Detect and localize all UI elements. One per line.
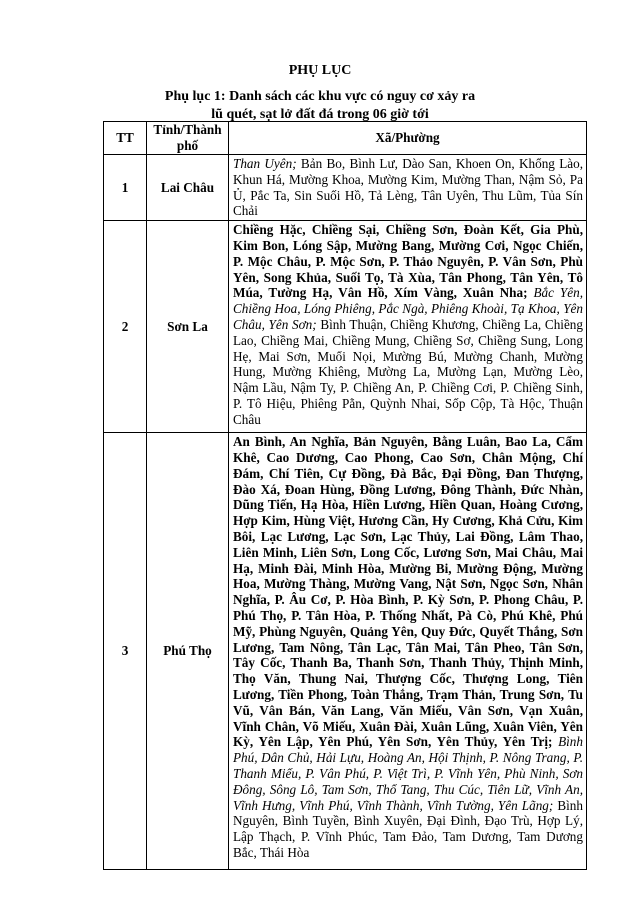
- province-name: Sơn La: [147, 221, 229, 433]
- appendix-subtitle-line2: lũ quét, sạt lở đất đá trong 06 giờ tới: [211, 107, 429, 122]
- row-number: 3: [104, 433, 147, 870]
- risk-area-table: [103, 121, 587, 870]
- header-tt: TT: [104, 122, 147, 155]
- appendix-title: PHỤ LỤC: [288, 63, 352, 78]
- wards-medium-risk: Bình Phú, Dân Chủ, Hải Lựu, Hoàng An, Hội Thịnh, P. Nông Trang, P. Thanh Miếu, P. Vân Phú, P. Việt Trì, P. Vĩnh Yên, Phù Ninh, Sơn Đông, Sông Lô, Tam Sơn, Thổ Tang, Thu Cúc, Tiên Lữ, Vĩnh An, Vĩnh Hưng, Vĩnh Phú, Vĩnh Thành, Vĩnh Tường, Yên Lãng;: [233, 734, 583, 813]
- province-name: Lai Châu: [147, 155, 229, 221]
- province-name: Phú Thọ: [147, 433, 229, 870]
- header-province: Tỉnh/Thành phố: [147, 122, 229, 155]
- appendix-subtitle-line1: Phụ lục 1: Danh sách các khu vực có nguy cơ xảy ra: [164, 89, 476, 104]
- row-number: 2: [104, 221, 147, 433]
- wards-medium-risk: Bắc Yên, Chiềng Hoa, Lóng Phiêng, Pắc Ngà, Phiêng Khoài, Tạ Khoa, Yên Châu, Yên Sơn;: [233, 285, 583, 332]
- wards-medium-risk: Than Uyên;: [233, 156, 297, 171]
- wards-low-risk: Bình Nguyên, Bình Tuyền, Bình Xuyên, Đại Đình, Đạo Trù, Hợp Lý, Lập Thạch, P. Vĩnh Phúc, Tam Đảo, Tam Dương, Tam Dương Bắc, Thái Hòa: [233, 797, 583, 860]
- wards-cell: [229, 221, 587, 433]
- table-row: [104, 155, 587, 221]
- wards-cell: [229, 433, 587, 870]
- table-row: [104, 433, 587, 870]
- table-header-row: [104, 122, 587, 155]
- header-wards: Xã/Phường: [229, 122, 587, 155]
- wards-low-risk: Bản Bo, Bình Lư, Dào San, Khoen On, Khổng Lào, Khun Há, Mường Khoa, Mường Kim, Mường Than, Nậm Sỏ, Pa Ủ, Pắc Ta, Sin Suối Hồ, Tả Lèng, Tân Uyên, Thu Lũm, Tủa Sín Chải: [233, 156, 583, 219]
- row-number: 1: [104, 155, 147, 221]
- wards-cell: [229, 155, 587, 221]
- wards-high-risk: Chiềng Hặc, Chiềng Sại, Chiềng Sơn, Đoàn Kết, Gia Phù, Kim Bon, Lóng Sập, Mường Bang, Mường Cơi, Ngọc Chiến, P. Mộc Châu, P. Mộc Sơn, P. Thảo Nguyên, P. Vân Sơn, Phù Yên, Song Khủa, Suối Tọ, Tà Xùa, Tân Phong, Tân Yên, Tô Múa, Tường Hạ, Vân Hồ, Xím Vàng, Xuân Nha;: [233, 222, 583, 301]
- table-row: [104, 221, 587, 433]
- wards-low-risk: Bình Thuận, Chiềng Khương, Chiềng La, Chiềng Lao, Chiềng Mai, Chiềng Mung, Chiềng Sơ, Chiềng Sung, Long Hẹ, Mai Sơn, Muổi Nọi, Mường Bú, Mường Chanh, Mường Hung, Mường Khiêng, Mường La, Mường Lạn, Mường Lèo, Nậm Lầu, Nậm Ty, P. Chiềng An, P. Chiềng Cơi, P. Chiềng Sinh, P. Tô Hiệu, Phiêng Pằn, Quỳnh Nhai, Sốp Cộp, Tà Hộc, Thuận Châu: [233, 316, 583, 427]
- wards-high-risk: An Bình, An Nghĩa, Bản Nguyên, Bằng Luân, Bao La, Cẩm Khê, Cao Dương, Cao Phong, Cao Sơn, Chân Mộng, Chí Đám, Chí Tiên, Cự Đồng, Đà Bắc, Đại Đồng, Đan Thượng, Đào Xá, Đoan Hùng, Đồng Lương, Đông Thành, Đức Nhàn, Dũng Tiến, Hạ Hòa, Hiền Lương, Hiền Quan, Hoàng Cương, Hợp Kim, Hùng Việt, Hương Cần, Hy Cương, Khả Cửu, Kim Bôi, Lạc Lương, Lạc Sơn, Lạc Thủy, Lai Đồng, Lâm Thao, Liên Minh, Liên Sơn, Long Cốc, Lương Sơn, Mai Châu, Mai Hạ, Minh Đài, Minh Hòa, Mường Bi, Mường Động, Mường Hoa, Mường Thàng, Mường Vang, Nật Sơn, Ngọc Sơn, Nhân Nghĩa, P. Âu Cơ, P. Hòa Bình, P. Kỳ Sơn, P. Phong Châu, P. Phú Thọ, P. Tân Hòa, P. Thống Nhất, Pà Cò, Phú Khê, Phú Mỹ, Phùng Nguyên, Quảng Yên, Quy Đức, Quyết Thắng, Sơn Lương, Tam Nông, Tân Lạc, Tân Mai, Tân Pheo, Tân Sơn, Tây Cốc, Thanh Ba, Thanh Sơn, Thanh Thủy, Thịnh Minh, Thọ Văn, Thung Nai, Thượng Cốc, Thượng Long, Tiên Lương, Tiền Phong, Toàn Thắng, Trạm Thản, Trung Sơn, Tu Vũ, Vân Bán, Văn Lang, Văn Miếu, Vân Sơn, Vạn Xuân, Vĩnh Chân, Võ Miếu, Xuân Đài, Xuân Lũng, Xuân Viên, Yên Kỳ, Yên Lập, Yên Phú, Yên Sơn, Yên Thủy, Yên Trị;: [233, 434, 583, 750]
